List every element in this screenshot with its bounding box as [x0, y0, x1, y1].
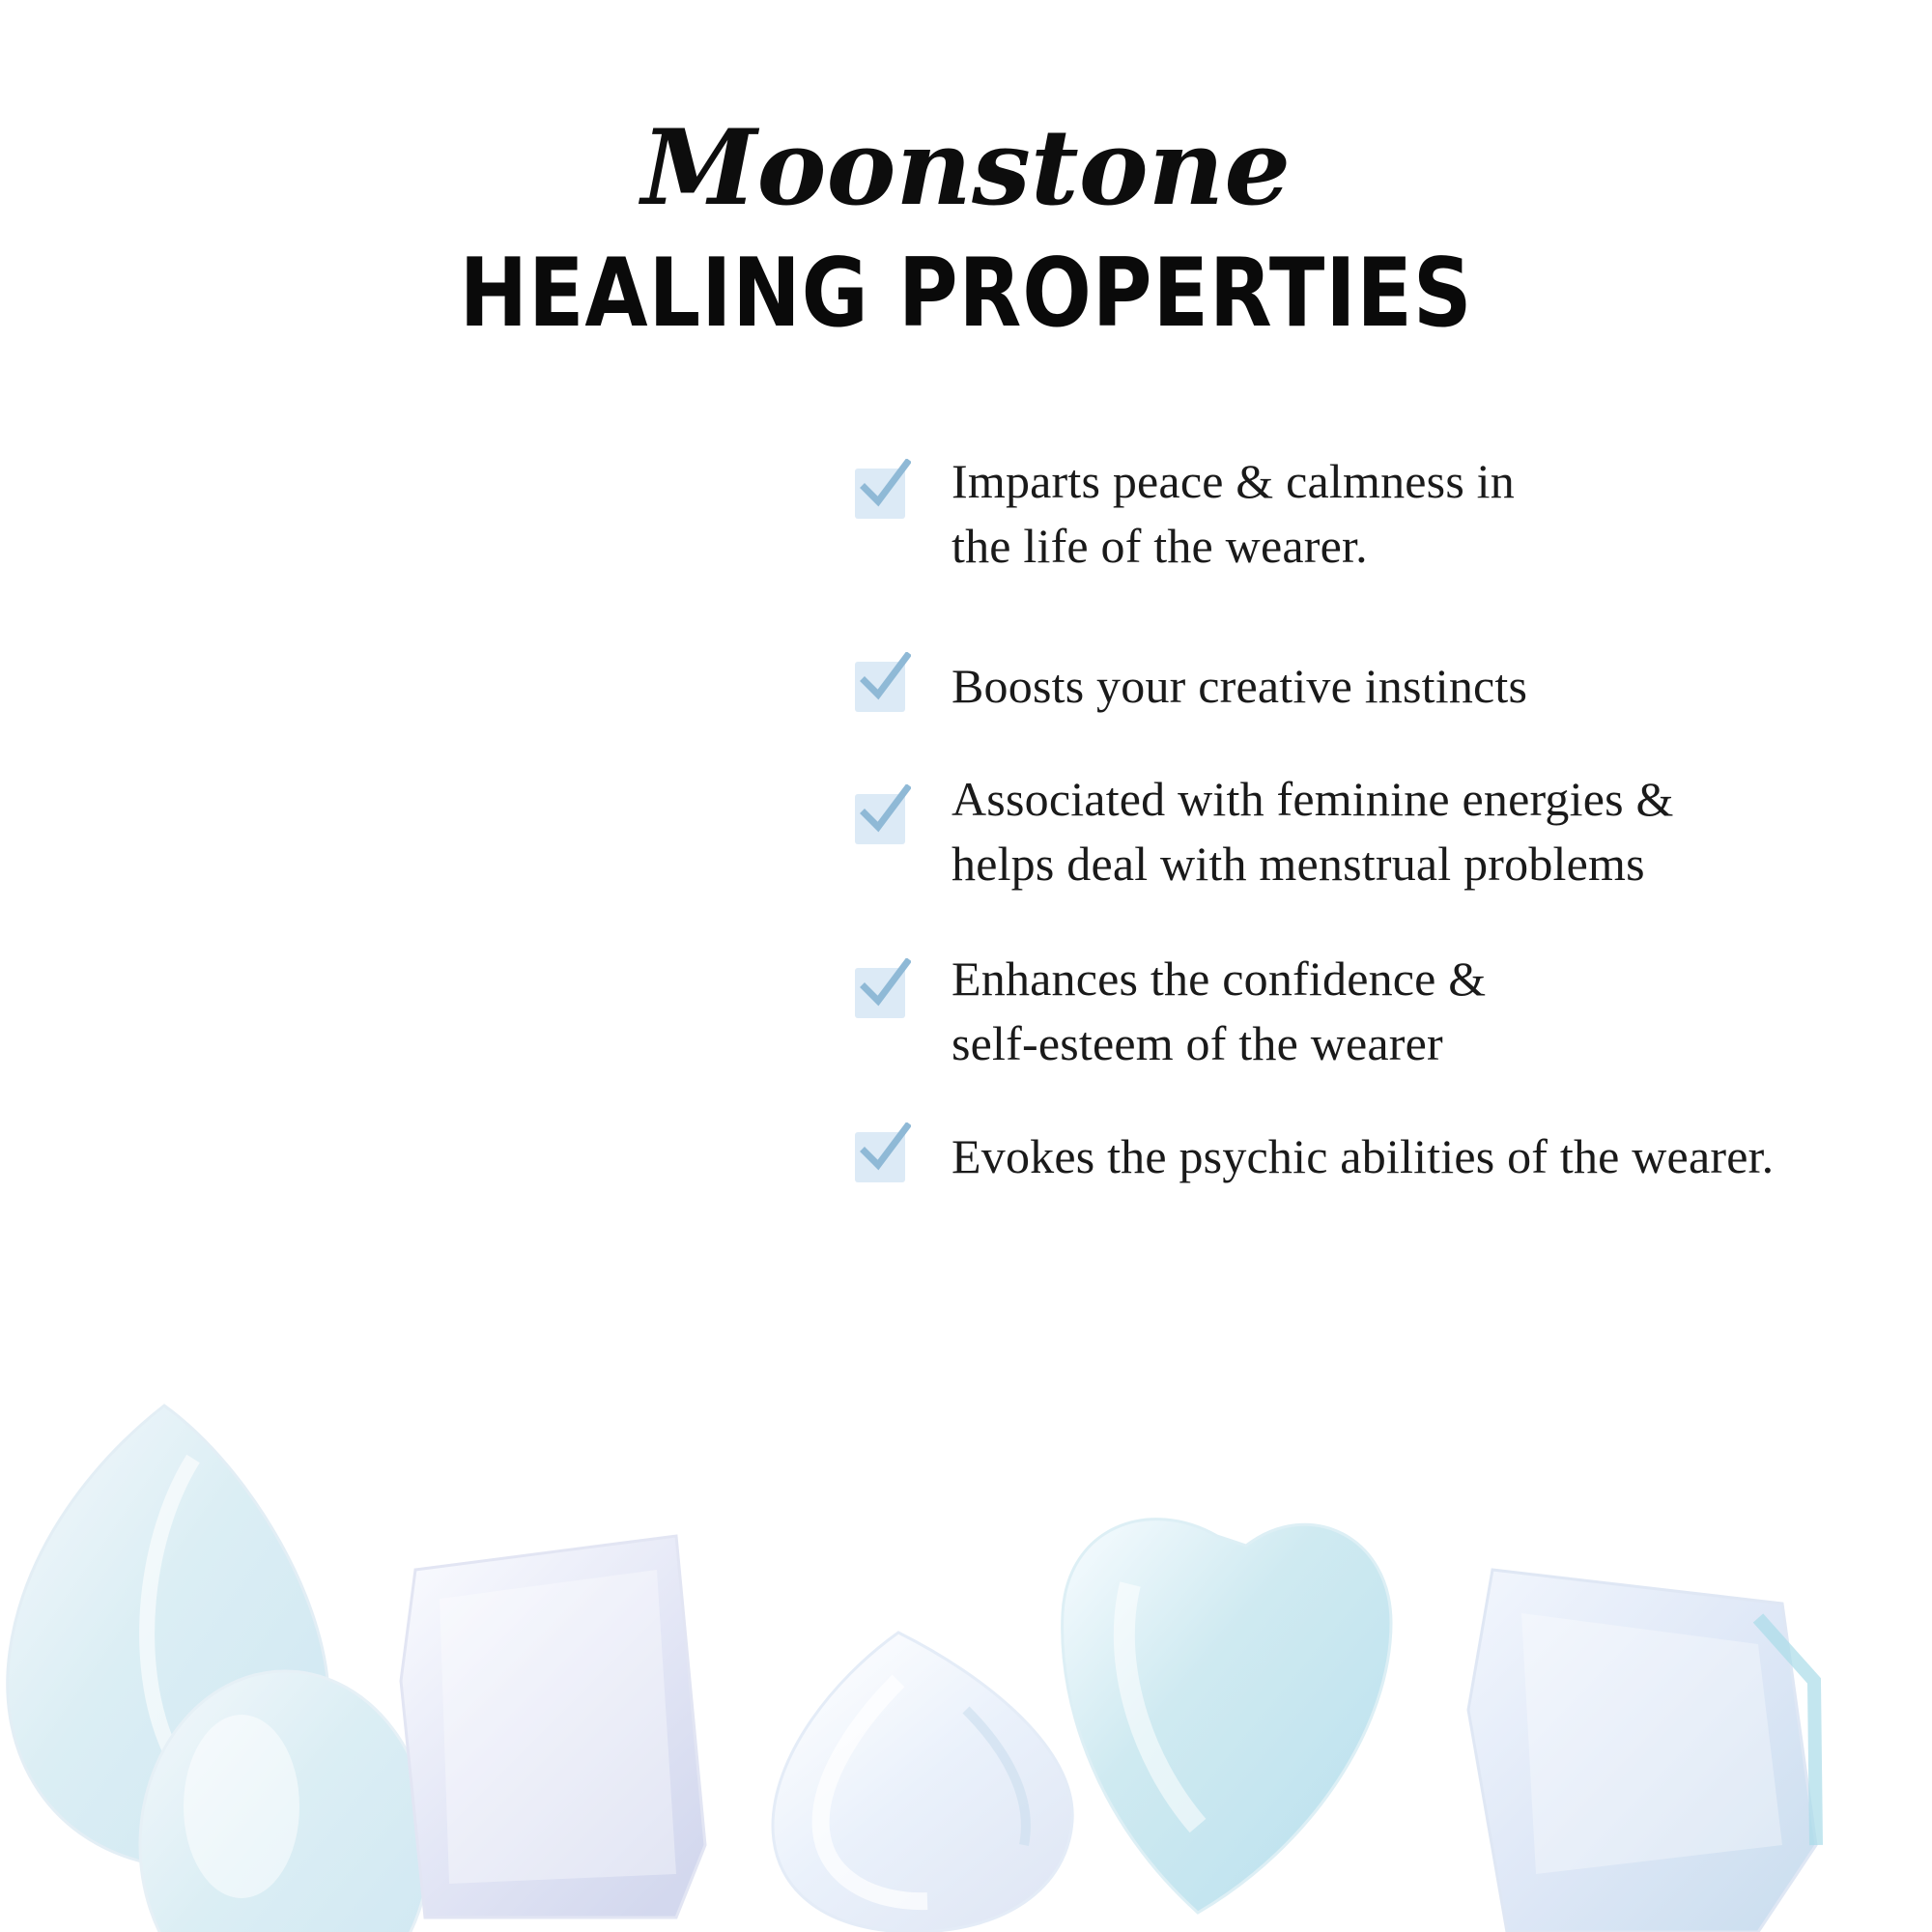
list-item-line: Imparts peace & calmness in — [952, 454, 1515, 509]
list-item-text — [952, 1124, 1774, 1189]
checked-checkbox-icon — [855, 794, 905, 844]
checked-checkbox-icon — [855, 662, 905, 712]
checked-checkbox-icon — [855, 469, 905, 519]
list-item — [855, 947, 1570, 1076]
checkmark-icon — [859, 459, 911, 511]
list-item-line: Boosts your creative instincts — [952, 659, 1528, 714]
list-item — [855, 1124, 1775, 1189]
page-title-script: Moonstone — [640, 107, 1292, 229]
heart-cut-stone — [1063, 1520, 1391, 1913]
list-item-text — [952, 767, 1674, 896]
page-title-block: HEALING PROPERTIES — [459, 239, 1473, 350]
list-item-text — [952, 947, 1486, 1076]
checkmark-icon — [859, 958, 911, 1010]
list-item — [855, 767, 1674, 896]
list-item-line: the life of the wearer. — [952, 519, 1368, 574]
checkmark-icon — [859, 1122, 911, 1175]
page-header — [0, 0, 1932, 350]
checked-checkbox-icon — [855, 1132, 905, 1182]
emerald-cut-stone — [401, 1536, 705, 1918]
list-item — [855, 654, 1570, 719]
list-item-line: Associated with feminine energies & — [952, 772, 1674, 827]
checked-checkbox-icon — [855, 968, 905, 1018]
list-item-line: helps deal with menstrual problems — [952, 837, 1645, 892]
healing-properties-list — [362, 341, 1775, 1189]
list-item-line: Enhances the confidence & — [952, 952, 1487, 1007]
list-item-line: self-esteem of the wearer — [952, 1016, 1443, 1071]
pear-faceted-stone — [773, 1633, 1072, 1932]
list-item — [855, 449, 1570, 579]
checkmark-icon — [859, 784, 911, 837]
cushion-cut-stone — [1468, 1570, 1816, 1932]
list-item-text — [952, 654, 1527, 719]
list-item-text — [952, 449, 1515, 579]
moonstone-gemstones-illustration — [0, 1391, 1932, 1932]
list-item-line: Evokes the psychic abilities of the wearer. — [952, 1129, 1775, 1184]
checkmark-icon — [859, 652, 911, 704]
